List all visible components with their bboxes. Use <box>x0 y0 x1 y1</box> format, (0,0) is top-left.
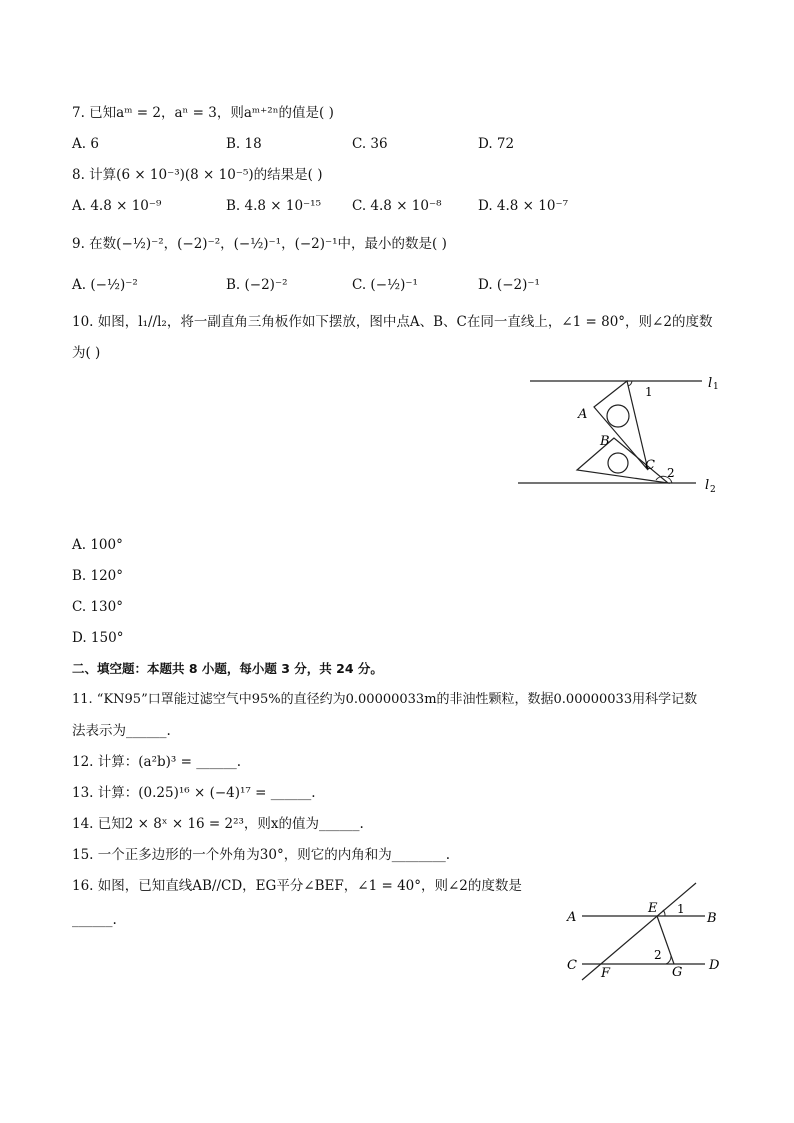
q16-label-a: A <box>567 910 577 925</box>
q16-line1: 16. 如图，已知直线AB//CD，EG平分∠BEF，∠1 = 40°，则∠2的度数是 <box>72 878 522 894</box>
q9-option-d: D. (−2)⁻¹ <box>478 277 540 293</box>
q16-angle1-arc <box>663 910 665 916</box>
q7-option-a: A. 6 <box>72 136 99 152</box>
section-heading-fill-in: 二、填空题：本题共 8 小题，每小题 3 分，共 24 分。 <box>72 661 383 676</box>
q10-option-b: B. 120° <box>72 568 124 584</box>
q10-lower-triangle-hole <box>608 453 628 473</box>
q13-stem: 13. 计算：(0.25)¹⁶ × (−4)¹⁷ = ______. <box>72 785 316 801</box>
q16-label-d: D <box>709 958 720 973</box>
q10-stem-line1: 10. 如图，l₁//l₂，将一副直角三角板作如下摆放，图中点A、B、C在同一直线上，∠1 = 80°，则∠2的度数 <box>72 314 713 330</box>
q10-label-l1: l <box>708 376 713 391</box>
q8-stem: 8. 计算(6 × 10⁻³)(8 × 10⁻⁵)的结果是( ) <box>72 167 323 183</box>
q8-option-a: A. 4.8 × 10⁻⁹ <box>72 198 162 214</box>
q8-option-d: D. 4.8 × 10⁻⁷ <box>478 198 569 214</box>
q16-line2: ______. <box>72 912 117 928</box>
q11-line1: 11. “KN95”口罩能过滤空气中95%的直径约为0.00000033m的非油性颗粒，数据0.00000033用科学记数 <box>72 692 698 707</box>
q10-option-c: C. 130° <box>72 599 123 615</box>
q15-stem: 15. 一个正多边形的一个外角为30°，则它的内角和为________. <box>72 847 450 863</box>
q10-label-l1-sub: 1 <box>713 382 719 392</box>
q16-label-b: B <box>707 911 717 926</box>
q9-stem: 9. 在数(−½)⁻²，(−2)⁻²，(−½)⁻¹，(−2)⁻¹中，最小的数是( ) <box>72 236 447 252</box>
q10-option-d: D. 150° <box>72 630 124 646</box>
q7-option-c: C. 36 <box>352 136 388 152</box>
q10-angle1-arc <box>628 381 632 386</box>
q9-option-a: A. (−½)⁻² <box>72 277 138 293</box>
q7-stem: 7. 已知aᵐ = 2，aⁿ = 3，则aᵐ⁺²ⁿ的值是( ) <box>72 105 334 121</box>
q10-figure <box>510 368 730 498</box>
q16-label-f: F <box>601 966 611 981</box>
q9-option-b: B. (−2)⁻² <box>226 277 288 293</box>
q10-label-l2-sub: 2 <box>710 485 716 495</box>
q7-option-d: D. 72 <box>478 136 515 152</box>
q10-label-c: C <box>645 458 655 473</box>
q10-label-angle1: 1 <box>645 385 653 399</box>
q16-label-g: G <box>672 965 683 980</box>
q16-label-e: E <box>648 901 658 916</box>
q12-stem: 12. 计算：(a²b)³ = ______. <box>72 754 241 770</box>
q10-option-a: A. 100° <box>72 537 123 553</box>
q10-stem-line2: 为( ) <box>72 345 101 361</box>
q16-label-angle1: 1 <box>677 902 685 916</box>
q9-option-c: C. (−½)⁻¹ <box>352 277 418 293</box>
q10-label-a: A <box>578 407 588 422</box>
q16-label-c: C <box>567 958 577 973</box>
q10-upper-triangle-hole <box>607 405 629 427</box>
q8-option-b: B. 4.8 × 10⁻¹⁵ <box>226 198 321 214</box>
q10-label-l2: l <box>705 478 710 493</box>
q10-upper-triangle <box>594 381 648 470</box>
q16-figure <box>562 876 732 986</box>
q11-line2: 法表示为______. <box>72 723 171 739</box>
q16-angle2-arc <box>666 956 671 964</box>
q10-label-b: B <box>600 434 610 449</box>
q16-label-angle2: 2 <box>654 948 662 962</box>
q14-stem: 14. 已知2 × 8ˣ × 16 = 2²³，则x的值为______. <box>72 816 364 832</box>
q8-option-c: C. 4.8 × 10⁻⁸ <box>352 198 442 214</box>
q7-option-b: B. 18 <box>226 136 262 152</box>
q10-label-angle2: 2 <box>667 466 675 480</box>
